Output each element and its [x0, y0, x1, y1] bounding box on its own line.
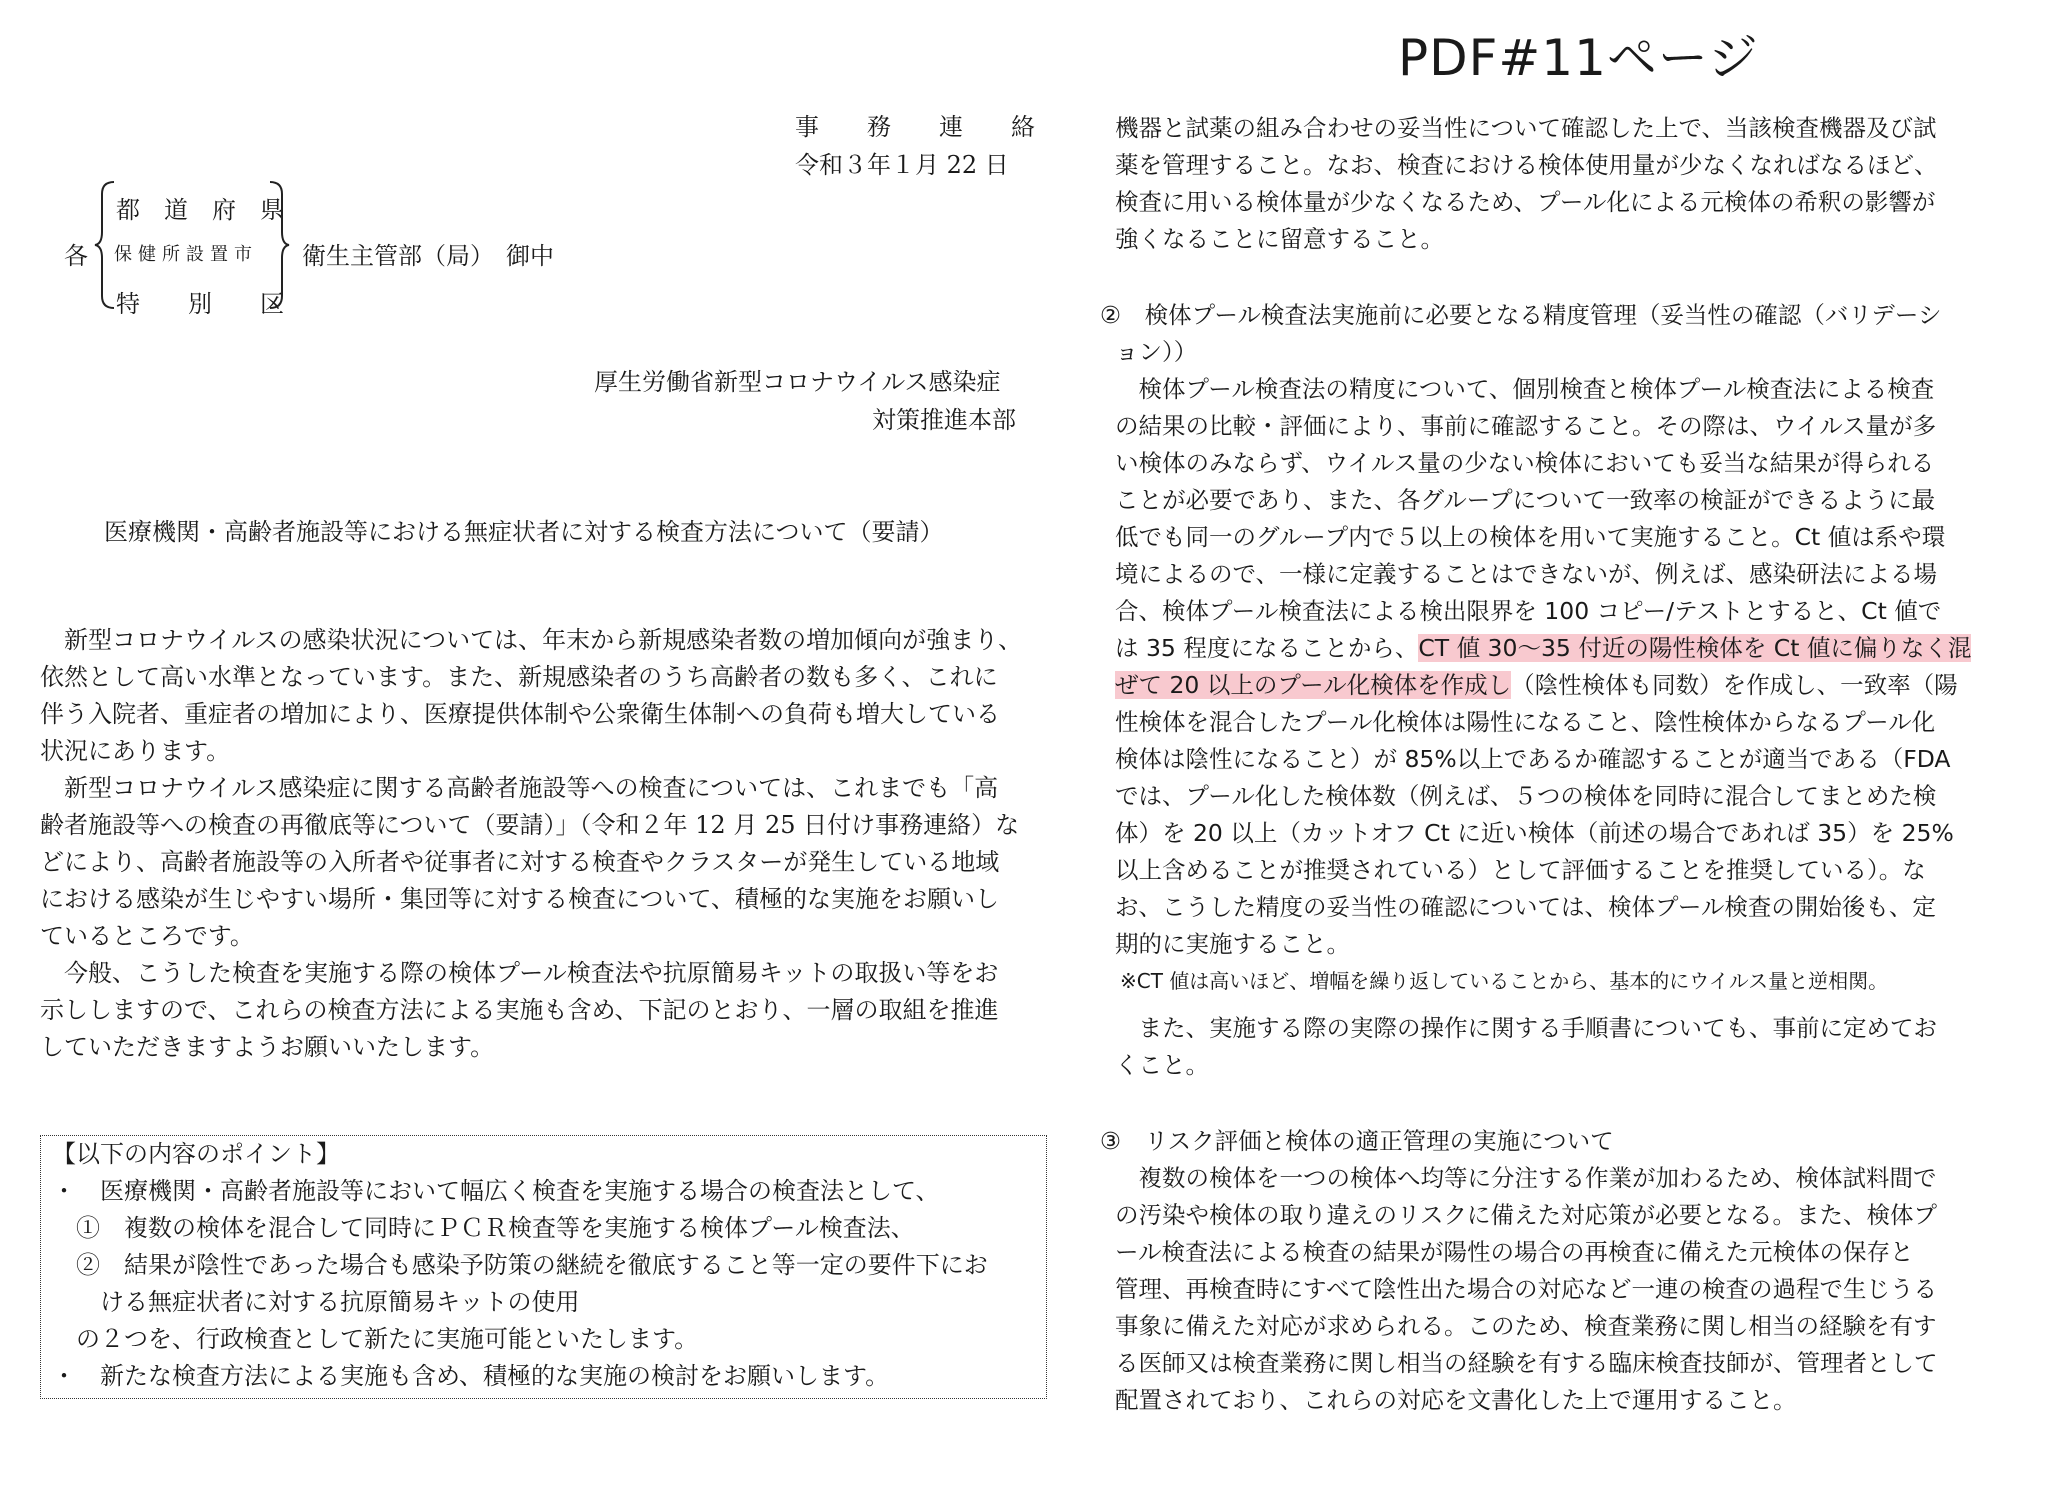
body-line: 検体は陰性になること）が 85%以上であるか確認することが適当である（FDA [1115, 745, 1951, 773]
doc-date: 令和３年１月 22 日 [795, 151, 1009, 179]
body-line: 合、検体プール検査法による検出限界を 100 コピー/テストとすると、Ct 値で [1115, 597, 1942, 625]
body-line: 以上含めることが推奨されている）として評価することを推奨している）。な [1115, 856, 1926, 884]
addressee-item-ward: 特 別 区 [116, 290, 284, 318]
intro-line: 示ししますので、これらの検査方法による実施も含め、下記のとおり、一層の取組を推進 [40, 996, 999, 1024]
points-heading: 【以下の内容のポイント】 [52, 1140, 340, 1168]
body-line: 強くなることに留意すること。 [1115, 225, 1444, 253]
body-line: 管理、再検査時にすべて陰性出た場合の対応など一連の検査の過程で生じうる [1115, 1275, 1938, 1303]
points-line: の２つを、行政検査として新たに実施可能といたします。 [52, 1325, 699, 1353]
sender-line2: 対策推進本部 [872, 406, 1016, 434]
intro-line: における感染が生じやすい場所・集団等に対する検査について、積極的な実施をお願いし [40, 885, 1000, 913]
right-brace-icon [268, 180, 290, 310]
body-line: の結果の比較・評価により、事前に確認すること。その際は、ウイルス量が多 [1115, 412, 1937, 440]
body-line: 配置されており、これらの対応を文書化した上で運用すること。 [1115, 1386, 1797, 1414]
highlighted-text: CT 値 30～35 付近の陽性検体を Ct 値に偏りなく混 [1418, 634, 1972, 662]
page-label: PDF#11ページ [1398, 29, 1759, 87]
intro-line: 今般、こうした検査を実施する際の検体プール検査法や抗原簡易キットの取扱い等をお [40, 959, 999, 987]
section3-heading: ③ リスク評価と検体の適正管理の実施について [1100, 1127, 1614, 1155]
body-line: い検体のみならず、ウイルス量の少ない検体においても妥当な結果が得られる [1115, 449, 1935, 477]
body-line: の汚染や検体の取り違えのリスクに備えた対応策が必要となる。また、検体プ [1115, 1201, 1938, 1229]
body-line: 検査に用いる検体量が少なくなるため、プール化による元検体の希釈の影響が [1115, 188, 1936, 216]
intro-line: 依然として高い水準となっています。また、新規感染者のうち高齢者の数も多く、これに [40, 663, 998, 691]
body-line: お、こうした精度の妥当性の確認については、検体プール検査の開始後も、定 [1115, 893, 1936, 921]
addressee-suffix: 衛生主管部（局） 御中 [302, 242, 554, 270]
text-run: は 35 程度になることから、 [1115, 634, 1419, 662]
body-line: ール検査法による検査の結果が陽性の場合の再検査に備えた元検体の保存と [1115, 1238, 1914, 1266]
left-brace-icon [94, 180, 116, 310]
points-line: ・ 新たな検査方法による実施も含め、積極的な実施の検討をお願いします。 [52, 1362, 890, 1390]
document-title: 医療機関・高齢者施設等における無症状者に対する検査方法について（要請） [104, 518, 944, 546]
intro-line: していただきますようお願いいたします。 [40, 1033, 495, 1061]
intro-line: 新型コロナウイルス感染症に関する高齢者施設等への検査については、これまでも「高 [40, 774, 999, 802]
text-run: （陰性検体も同数）を作成し、一致率（陽 [1511, 671, 1958, 699]
body-line: また、実施する際の実際の操作に関する手順書についても、事前に定めてお [1115, 1014, 1938, 1042]
intro-line: 新型コロナウイルスの感染状況については、年末から新規感染者数の増加傾向が強まり、 [40, 626, 1023, 654]
addressee-item-city: 保健所設置市 [114, 244, 258, 265]
body-line: 薬を管理すること。なお、検査における検体使用量が少なくなればなるほど、 [1115, 151, 1938, 179]
addressee-prefix: 各 [64, 242, 88, 270]
intro-line: ているところです。 [40, 922, 254, 950]
body-line: 性検体を混合したプール化検体は陽性になること、陰性検体からなるプール化 [1115, 708, 1936, 736]
intro-line: 状況にあります。 [40, 737, 231, 765]
body-line: 境によるので、一様に定義することはできないが、例えば、感染研法による場 [1115, 560, 1938, 588]
body-line: では、プール化した検体数（例えば、５つの検体を同時に混合してまとめた検 [1115, 782, 1937, 810]
section2-heading: ② 検体プール検査法実施前に必要となる精度管理（妥当性の確認（バリデーシ [1100, 301, 1942, 329]
doc-type: 事 務 連 絡 [795, 113, 1035, 141]
highlighted-text: ぜて 20 以上のプール化検体を作成し [1115, 671, 1512, 699]
intro-line: 伴う入院者、重症者の増加により、医療提供体制や公衆衛生体制への負荷も増大している [40, 700, 1000, 728]
points-line: ② 結果が陰性であった場合も感染予防策の継続を徹底すること等一定の要件下にお [52, 1251, 988, 1279]
body-line: 体）を 20 以上（カットオフ Ct に近い検体（前述の場合であれば 35）を 25% [1115, 819, 1954, 847]
addressee-item-prefecture: 都 道 府 県 [116, 196, 284, 224]
body-line: 期的に実施すること。 [1115, 930, 1350, 958]
intro-line: どにより、高齢者施設等の入所者や従事者に対する検査やクラスターが発生している地域 [40, 848, 1000, 876]
intro-line: 齢者施設等への検査の再徹底等について（要請）」（令和２年 12 月 25 日付け事務連絡）な [40, 811, 1020, 839]
highlight-line-1 [1115, 630, 1971, 667]
body-line: 機器と試薬の組み合わせの妥当性について確認した上で、当該検査機器及び試 [1115, 114, 1937, 142]
section2-heading-cont: ョン）） [1115, 338, 1198, 366]
body-line: 低でも同一のグループ内で５以上の検体を用いて実施すること。Ct 値は系や環 [1115, 523, 1946, 551]
sender-line1: 厚生労働省新型コロナウイルス感染症 [594, 368, 1001, 396]
points-line: ける無症状者に対する抗原簡易キットの使用 [52, 1288, 580, 1316]
highlight-line-2 [1115, 667, 1958, 704]
body-line: 事象に備えた対応が求められる。このため、検査業務に関し相当の経験を有す [1115, 1312, 1937, 1340]
points-line: ① 複数の検体を混合して同時にＰＣＲ検査等を実施する検体プール検査法、 [52, 1214, 915, 1242]
points-line: ・ 医療機関・高齢者施設等において幅広く検査を実施する場合の検査法として、 [52, 1177, 940, 1205]
body-line: る医師又は検査業務に関し相当の経験を有する臨床検査技師が、管理者として [1115, 1349, 1938, 1377]
body-line: 複数の検体を一つの検体へ均等に分注する作業が加わるため、検体試料間で [1115, 1164, 1937, 1192]
body-line: くこと。 [1115, 1051, 1209, 1079]
body-line: 検体プール検査法の精度について、個別検査と検体プール検査法による検査 [1115, 375, 1935, 403]
ct-note: ※CT 値は高いほど、増幅を繰り返していることから、基本的にウイルス量と逆相関。 [1120, 969, 1889, 993]
body-line: ことが必要であり、また、各グループについて一致率の検証ができるように最 [1115, 486, 1936, 514]
